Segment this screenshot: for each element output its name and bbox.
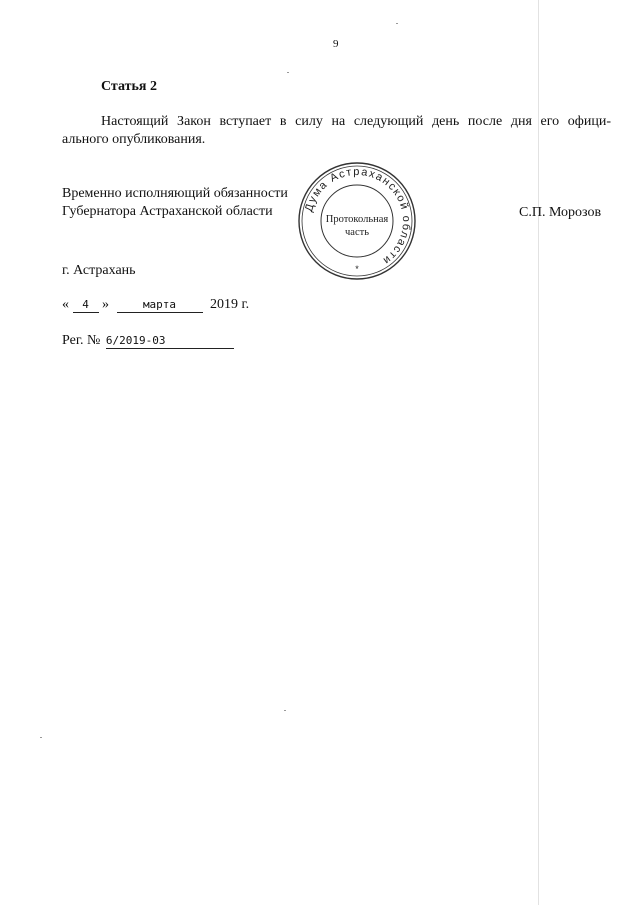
- place-of-signing: г. Астрахань: [62, 263, 136, 278]
- article-paragraph-line-1: Настоящий Закон вступает в силу на следующий день после дня его офици-: [101, 114, 611, 129]
- registration-label: Рег. №: [62, 333, 101, 348]
- seal-icon: [296, 160, 418, 282]
- seal-ring-text: Дума Астраханской области: [302, 165, 413, 268]
- registration-number-row: [62, 333, 234, 349]
- seal-center-line-1: Протокольная: [325, 214, 389, 225]
- official-seal-stamp: [296, 160, 418, 282]
- scan-speck: [40, 737, 42, 738]
- scan-speck: [284, 710, 286, 711]
- page-margin-line: [538, 0, 539, 905]
- signatory-position-line-2: Губернатора Астраханской области: [62, 204, 273, 219]
- seal-center-line-2: часть: [345, 227, 369, 238]
- article-title: Статья 2: [101, 79, 157, 94]
- page-number: 9: [333, 38, 339, 50]
- date-open-quote: «: [62, 297, 69, 312]
- article-paragraph-line-2: ального опубликования.: [62, 132, 206, 147]
- seal-star: *: [355, 264, 359, 274]
- scan-speck: [287, 72, 289, 73]
- scan-speck: [396, 23, 398, 24]
- date-month: марта: [117, 298, 203, 313]
- signatory-name: С.П. Морозов: [519, 205, 602, 220]
- date-close-quote: »: [102, 297, 109, 312]
- registration-number: 6/2019-03: [106, 334, 234, 349]
- date-day: 4: [73, 298, 99, 313]
- date-year: 2019 г.: [210, 297, 250, 312]
- signatory-position-line-1: Временно исполняющий обязанности: [62, 186, 288, 201]
- signing-date: [62, 297, 249, 313]
